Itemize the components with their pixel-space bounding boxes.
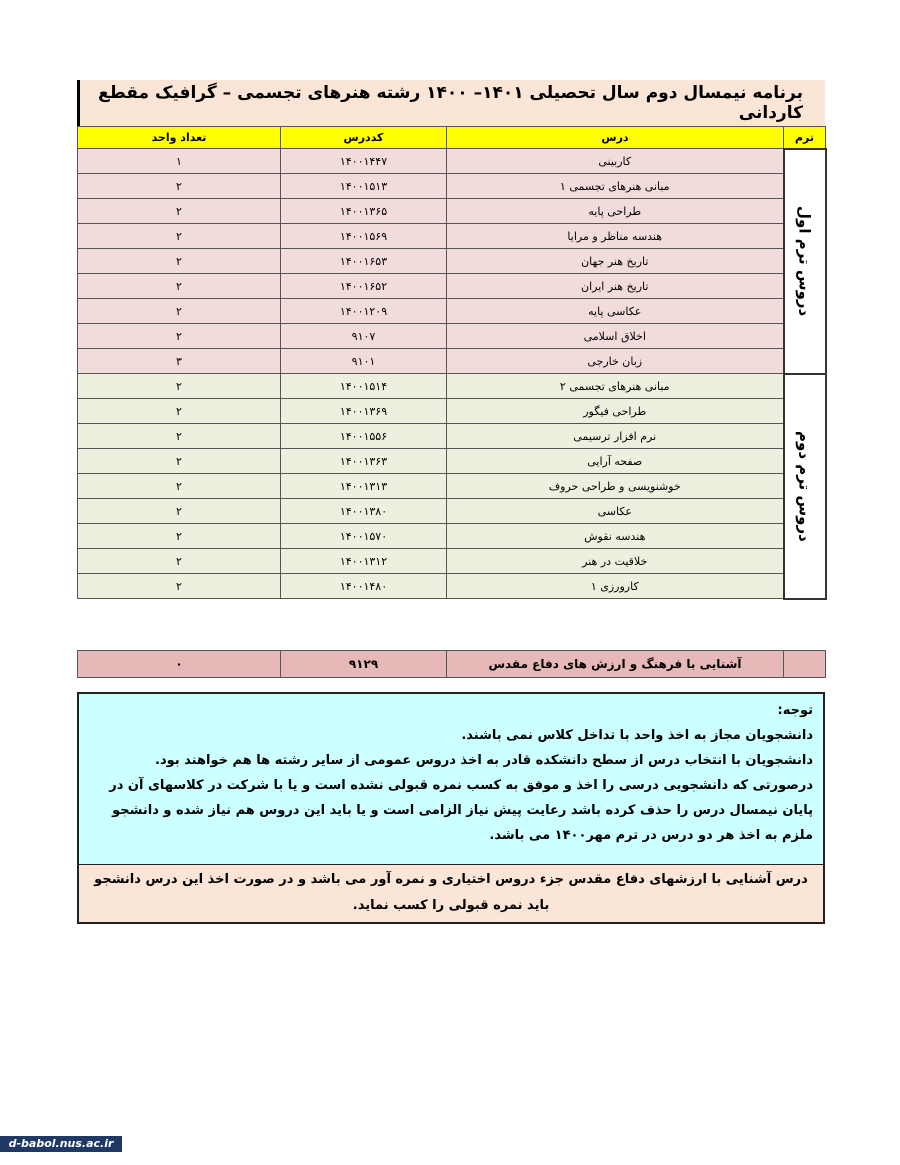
course-code: ۱۴۰۰۱۳۶۹	[281, 399, 447, 424]
course-code: ۱۴۰۰۱۶۵۳	[281, 249, 447, 274]
course-name: عکاسی	[447, 499, 784, 524]
course-name: تاریخ هنر جهان	[447, 249, 784, 274]
course-units: ۲	[78, 249, 281, 274]
header-units: تعداد واحد	[78, 127, 281, 149]
course-units: ۲	[78, 224, 281, 249]
notes-box	[77, 692, 825, 924]
table-row	[78, 324, 826, 349]
extra-course-code: ۹۱۲۹	[281, 651, 447, 678]
table-row	[78, 399, 826, 424]
table-row	[78, 149, 826, 174]
header-term: ترم	[784, 127, 826, 149]
course-name: مبانی هنرهای تجسمی ۲	[447, 374, 784, 399]
extra-course-units: ۰	[78, 651, 281, 678]
table-row	[78, 299, 826, 324]
table-row	[78, 224, 826, 249]
course-units: ۲	[78, 274, 281, 299]
header-code: کددرس	[281, 127, 447, 149]
course-units: ۳	[78, 349, 281, 374]
table-row	[78, 499, 826, 524]
table-row	[78, 574, 826, 599]
course-name: اخلاق اسلامی	[447, 324, 784, 349]
course-code: ۱۴۰۰۱۵۷۰	[281, 524, 447, 549]
notes-footer: درس آشنایی با ارزشهای دفاع مقدس جزء دروس اختیاری و نمره آور می باشد و در صورت اخذ این درس دانشجو باید نمره قبولی را کسب نماید.	[79, 864, 823, 922]
note-line: دانشجویان مجاز به اخذ واحد با تداخل کلاس نمی باشند.	[461, 728, 813, 743]
site-watermark: d-babol.nus.ac.ir	[0, 1136, 122, 1152]
course-code: ۱۴۰۰۱۴۴۷	[281, 149, 447, 174]
course-code: ۱۴۰۰۱۶۵۲	[281, 274, 447, 299]
course-code: ۱۴۰۰۱۵۱۴	[281, 374, 447, 399]
course-code: ۱۴۰۰۱۳۶۵	[281, 199, 447, 224]
table-row	[78, 424, 826, 449]
course-name: تاریخ هنر ایران	[447, 274, 784, 299]
extra-term-cell	[784, 651, 826, 678]
course-name: خوشنویسی و طراحی حروف	[447, 474, 784, 499]
course-name: خلاقیت در هنر	[447, 549, 784, 574]
course-code: ۱۴۰۰۱۴۸۰	[281, 574, 447, 599]
course-units: ۲	[78, 374, 281, 399]
course-name: زبان خارجی	[447, 349, 784, 374]
table-row	[78, 549, 826, 574]
course-name: کاربینی	[447, 149, 784, 174]
extra-course-name: آشنایی با فرهنگ و ارزش های دفاع مقدس	[447, 651, 784, 678]
course-name: طراحی فیگور	[447, 399, 784, 424]
course-code: ۱۴۰۰۱۳۶۳	[281, 449, 447, 474]
course-name: صفحه آرایی	[447, 449, 784, 474]
course-units: ۲	[78, 299, 281, 324]
course-table	[77, 126, 827, 600]
table-header-row	[78, 127, 826, 149]
course-units: ۱	[78, 149, 281, 174]
table-row	[78, 174, 826, 199]
note-line: درصورتی که دانشجویی درسی را اخذ و موفق به کسب نمره قبولی نشده است و یا با شرکت در کلاسهای آن در پایان نیمسال درس را حذف کرده باشد رعایت پیش نیاز الزامی است و یا باید این دروس هم نیاز شده و دانشجو ملزم به اخذ هر دو درس در ترم مهر۱۴۰۰ می باشد.	[109, 778, 813, 843]
term-label: دروس ترم دوم	[795, 430, 814, 542]
table-row	[78, 274, 826, 299]
course-code: ۱۴۰۰۱۳۱۲	[281, 549, 447, 574]
course-code: ۱۴۰۰۱۵۱۳	[281, 174, 447, 199]
table-row	[78, 524, 826, 549]
title-banner	[77, 80, 825, 126]
course-code: ۱۴۰۰۱۳۱۳	[281, 474, 447, 499]
notes-body	[79, 694, 823, 864]
course-units: ۲	[78, 424, 281, 449]
header-course: درس	[447, 127, 784, 149]
course-code: ۱۴۰۰۱۲۰۹	[281, 299, 447, 324]
course-units: ۲	[78, 199, 281, 224]
course-units: ۲	[78, 324, 281, 349]
course-name: مبانی هنرهای تجسمی ۱	[447, 174, 784, 199]
course-code: ۱۴۰۰۱۳۸۰	[281, 499, 447, 524]
table-row	[78, 349, 826, 374]
term-label-cell	[784, 374, 826, 599]
notes-heading: توجه:	[777, 703, 813, 718]
extra-course-table	[77, 650, 826, 678]
course-units: ۲	[78, 549, 281, 574]
course-units: ۲	[78, 174, 281, 199]
course-code: ۹۱۰۷	[281, 324, 447, 349]
table-row	[78, 474, 826, 499]
page-title: برنامه نیمسال دوم سال تحصیلی ۱۴۰۱– ۱۴۰۰ رشته هنرهای تجسمی – گرافیک مقطع کاردانی	[98, 83, 803, 123]
note-line: دانشجویان با انتخاب درس از سطح دانشکده قادر به اخذ دروس عمومی از سایر رشته ها هم خواهند بود.	[155, 753, 813, 768]
extra-course-row	[78, 651, 826, 678]
course-name: عکاسی پایه	[447, 299, 784, 324]
course-name: کارورزی ۱	[447, 574, 784, 599]
table-row	[78, 199, 826, 224]
course-units: ۲	[78, 524, 281, 549]
course-name: هندسه مناظر و مرایا	[447, 224, 784, 249]
table-row	[78, 374, 826, 399]
term-label-cell	[784, 149, 826, 374]
course-name: طراحی پایه	[447, 199, 784, 224]
course-code: ۱۴۰۰۱۵۶۹	[281, 224, 447, 249]
course-units: ۲	[78, 449, 281, 474]
course-code: ۱۴۰۰۱۵۵۶	[281, 424, 447, 449]
course-code: ۹۱۰۱	[281, 349, 447, 374]
course-units: ۲	[78, 574, 281, 599]
term-label: دروس ترم اول	[795, 205, 814, 317]
course-name: هندسه نقوش	[447, 524, 784, 549]
course-units: ۲	[78, 399, 281, 424]
course-name: نرم افزار ترسیمی	[447, 424, 784, 449]
table-row	[78, 449, 826, 474]
table-row	[78, 249, 826, 274]
course-units: ۲	[78, 499, 281, 524]
course-units: ۲	[78, 474, 281, 499]
